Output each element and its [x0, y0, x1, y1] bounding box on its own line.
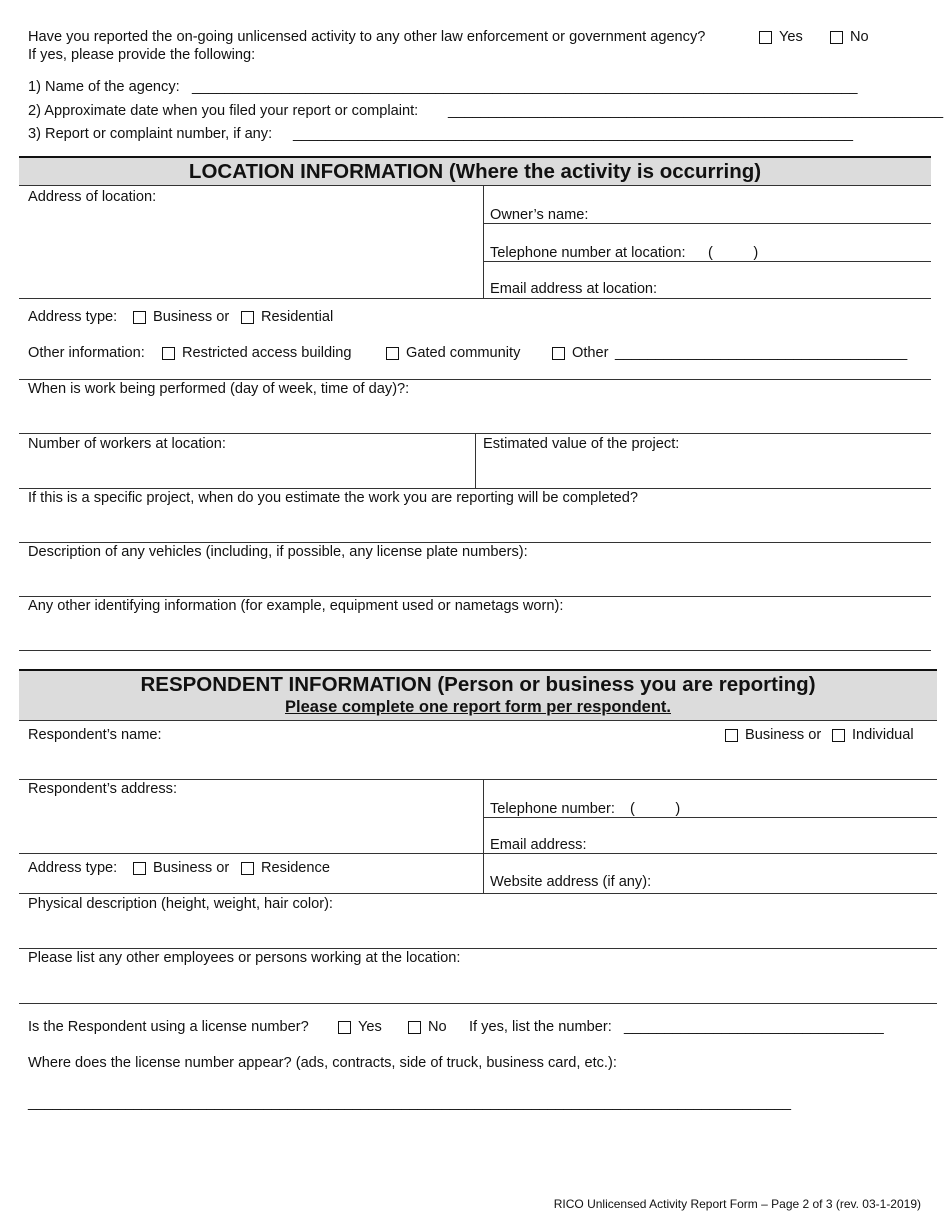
filed-date-label: 2) Approximate date when you filed your report or complaint:: [28, 103, 419, 119]
location-rule-4: [19, 542, 931, 543]
vehicles-description-field[interactable]: [30, 563, 920, 591]
location-rule-6: [19, 650, 931, 651]
respondent-phone-area-code: ( ): [630, 801, 681, 817]
other-identifying-field[interactable]: [30, 617, 920, 645]
workers-value-divider: [475, 433, 476, 488]
agency-name-field[interactable]: __________________________________________________________________________________: [192, 79, 858, 95]
project-value-field[interactable]: [485, 455, 925, 483]
respondent-address-field[interactable]: [30, 800, 475, 850]
other-information-label: Other information:: [28, 345, 145, 361]
location-rule-3: [19, 488, 931, 489]
respondent-phone-field[interactable]: [483, 817, 937, 818]
agency-reported-yes-checkbox[interactable]: [759, 31, 772, 44]
workers-count-label: Number of workers at location:: [28, 436, 226, 452]
vehicles-description-label: Description of any vehicles (including, if possible, any license plate numbers):: [28, 544, 528, 560]
respondent-residence-checkbox[interactable]: [241, 862, 254, 875]
respondent-phone-label: Telephone number:: [490, 801, 615, 817]
agency-reported-no-label: No: [850, 29, 869, 45]
respondent-name-label: Respondent’s name:: [28, 727, 162, 743]
page-footer: RICO Unlicensed Activity Report Form – Page 2 of 3 (rev. 03-1-2019): [553, 1197, 921, 1211]
agency-reported-yes-label: Yes: [779, 29, 803, 45]
location-rule-1: [19, 379, 931, 380]
workers-count-field[interactable]: [30, 455, 465, 483]
respondent-address-type-label: Address type:: [28, 860, 118, 876]
location-residential-checkbox[interactable]: [241, 311, 254, 324]
respondent-address-business-checkbox[interactable]: [133, 862, 146, 875]
owner-name-label: Owner’s name:: [490, 207, 589, 223]
owner-name-field[interactable]: [483, 223, 931, 224]
completion-estimate-label: If this is a specific project, when do you estimate the work you are reporting will be completed?: [28, 490, 638, 506]
location-address-label: Address of location:: [28, 189, 157, 205]
location-column-divider: [483, 186, 484, 298]
respondent-column-divider: [483, 779, 484, 893]
location-section-header: [19, 156, 931, 186]
license-yes-checkbox[interactable]: [338, 1021, 351, 1034]
location-address-type-label: Address type:: [28, 309, 118, 325]
other-info-label: Other: [572, 345, 609, 361]
respondent-individual-label: Individual: [852, 727, 914, 743]
respondent-address-business-label: Business or: [153, 860, 230, 876]
location-residential-label: Residential: [261, 309, 334, 325]
license-no-checkbox[interactable]: [408, 1021, 421, 1034]
license-yes-label: Yes: [358, 1019, 382, 1035]
other-identifying-label: Any other identifying information (for example, equipment used or nametags worn):: [28, 598, 564, 614]
agency-name-label: 1) Name of the agency:: [28, 79, 180, 95]
respondent-rule-5: [19, 1003, 937, 1004]
restricted-access-checkbox[interactable]: [162, 347, 175, 360]
work-schedule-field[interactable]: [30, 400, 920, 428]
location-email-label: Email address at location:: [490, 281, 658, 297]
agency-report-question: Have you reported the on-going unlicensed activity to any other law enforcement or government agency?: [28, 29, 706, 45]
license-appearance-label: Where does the license number appear? (ads, contracts, side of truck, business card, etc.):: [28, 1055, 617, 1071]
respondent-rule-2: [19, 853, 937, 854]
respondent-individual-checkbox[interactable]: [832, 729, 845, 742]
respondent-section-header: [19, 669, 937, 721]
license-appearance-field[interactable]: ______________________________________________________________________________________________: [28, 1095, 791, 1111]
location-section-title: LOCATION INFORMATION (Where the activity is occurring): [188, 160, 762, 183]
location-business-label: Business or: [153, 309, 230, 325]
restricted-access-label: Restricted access building: [182, 345, 352, 361]
respondent-section-subtitle: Please complete one report form per respondent.: [284, 698, 671, 716]
location-address-field[interactable]: [30, 208, 475, 293]
location-phone-label: Telephone number at location:: [490, 245, 686, 261]
respondent-rule-4: [19, 948, 937, 949]
agency-reported-no-checkbox[interactable]: [830, 31, 843, 44]
work-schedule-label: When is work being performed (day of week, time of day)?:: [28, 381, 410, 397]
respondent-business-label: Business or: [745, 727, 822, 743]
if-yes-instructions: If yes, please provide the following:: [28, 47, 256, 63]
respondent-website-label: Website address (if any):: [490, 874, 652, 890]
completion-estimate-field[interactable]: [30, 509, 920, 537]
respondent-section-title: RESPONDENT INFORMATION (Person or business you are reporting): [140, 673, 816, 696]
complaint-number-field[interactable]: _____________________________________________________________________: [293, 126, 854, 142]
other-info-field[interactable]: ____________________________________: [615, 345, 908, 361]
respondent-email-label: Email address:: [490, 837, 587, 853]
other-employees-field[interactable]: [30, 969, 920, 997]
location-address-bottom-rule: [19, 298, 931, 299]
respondent-address-label: Respondent’s address:: [28, 781, 178, 797]
respondent-rule-3: [19, 893, 937, 894]
location-rule-5: [19, 596, 931, 597]
project-value-label: Estimated value of the project:: [483, 436, 680, 452]
license-question-label: Is the Respondent using a license number?: [28, 1019, 309, 1035]
respondent-business-checkbox[interactable]: [725, 729, 738, 742]
filed-date-field[interactable]: _____________________________________________________________: [448, 103, 944, 119]
respondent-rule-1: [19, 779, 937, 780]
physical-description-field[interactable]: [30, 915, 920, 943]
license-number-field[interactable]: ________________________________: [624, 1019, 884, 1035]
gated-community-label: Gated community: [406, 345, 521, 361]
other-info-checkbox[interactable]: [552, 347, 565, 360]
gated-community-checkbox[interactable]: [386, 347, 399, 360]
complaint-number-label: 3) Report or complaint number, if any:: [28, 126, 273, 142]
respondent-residence-label: Residence: [261, 860, 330, 876]
license-number-label: If yes, list the number:: [469, 1019, 612, 1035]
location-phone-field[interactable]: [483, 261, 931, 262]
location-phone-area-code: ( ): [708, 245, 759, 261]
location-business-checkbox[interactable]: [133, 311, 146, 324]
license-no-label: No: [428, 1019, 447, 1035]
respondent-name-field[interactable]: [30, 746, 710, 774]
physical-description-label: Physical description (height, weight, hair color):: [28, 896, 333, 912]
other-employees-label: Please list any other employees or persons working at the location:: [28, 950, 461, 966]
